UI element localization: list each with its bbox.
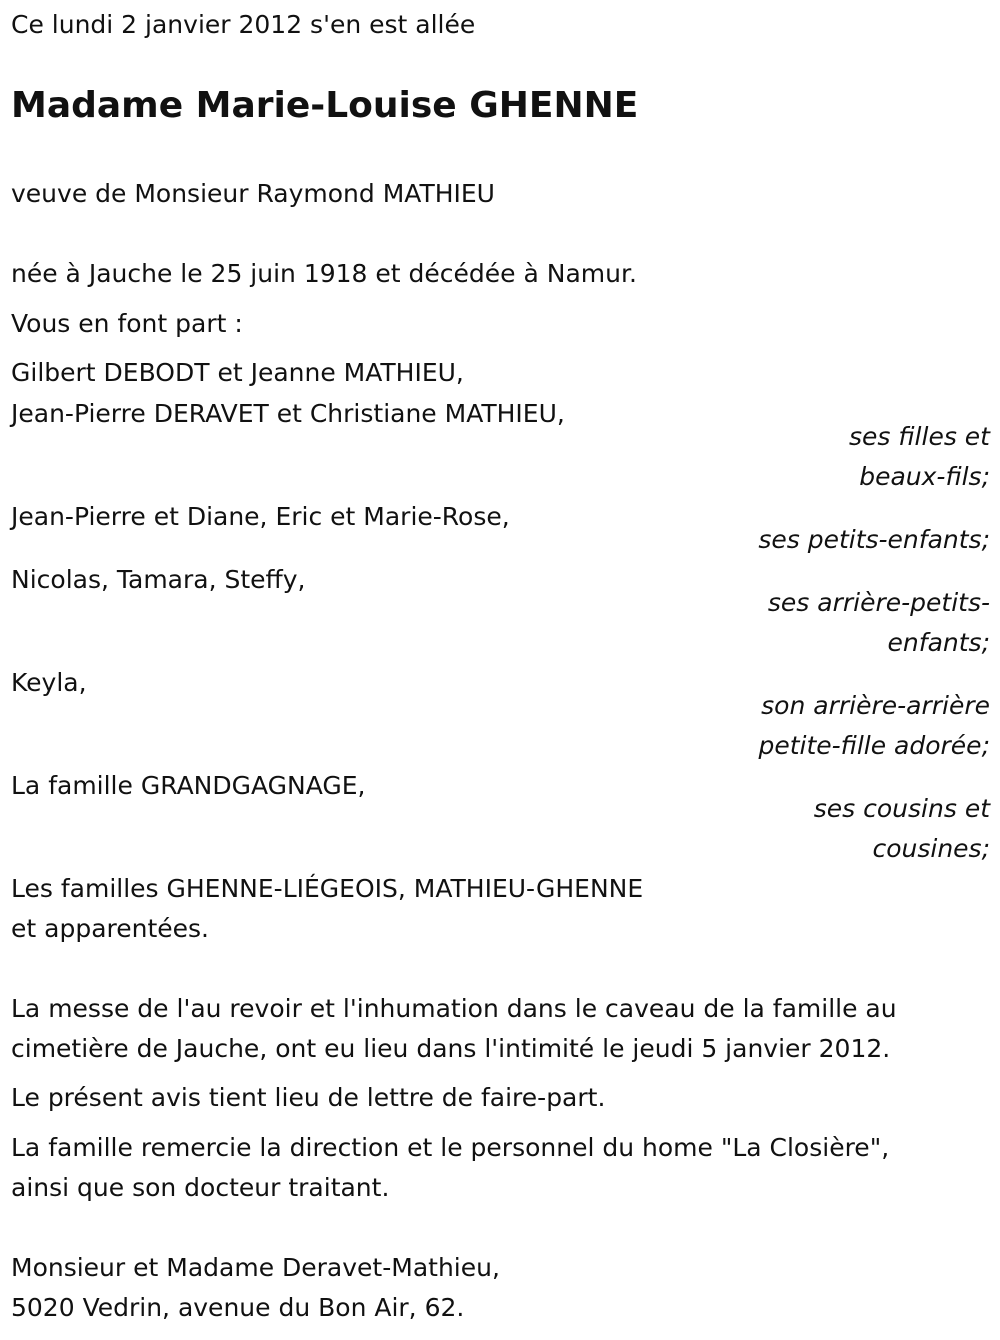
daughters-line-1: Gilbert DEBODT et Jeanne MATHIEU,	[11, 358, 464, 387]
intro-line: Ce lundi 2 janvier 2012 s'en est allée	[11, 10, 476, 39]
widow-of-line: veuve de Monsieur Raymond MATHIEU	[11, 179, 495, 208]
great-great-granddaughter-relation-1: son arrière-arrière	[761, 691, 990, 720]
families-line-2: et apparentées.	[11, 914, 209, 943]
contact-line-2: 5020 Vedrin, avenue du Bon Air, 62.	[11, 1293, 465, 1322]
grandchildren-line: Jean-Pierre et Diane, Eric et Marie-Rose,	[11, 502, 510, 531]
great-grandchildren-relation-1: ses arrière-petits-	[767, 588, 990, 617]
great-great-granddaughter-relation-2: petite-fille adorée;	[758, 731, 990, 760]
thanks-line-1: La famille remercie la direction et le personnel du home "La Closière",	[11, 1133, 890, 1162]
families-line-1: Les familles GHENNE-LIÉGEOIS, MATHIEU-GHENNE	[11, 874, 644, 903]
deceased-name: Madame Marie-Louise GHENNE	[11, 85, 639, 126]
thanks-line-2: ainsi que son docteur traitant.	[11, 1173, 390, 1202]
announce-line: Vous en font part :	[11, 309, 243, 338]
daughters-relation-1: ses filles et	[849, 422, 990, 451]
great-grandchildren-line: Nicolas, Tamara, Steffy,	[11, 565, 306, 594]
cousins-line: La famille GRANDGAGNAGE,	[11, 771, 366, 800]
grandchildren-relation: ses petits-enfants;	[758, 525, 990, 554]
great-great-granddaughter-line: Keyla,	[11, 668, 87, 697]
cousins-relation-1: ses cousins et	[813, 794, 990, 823]
mass-line-1: La messe de l'au revoir et l'inhumation dans le caveau de la famille au	[11, 994, 897, 1023]
daughters-relation-2: beaux-fils;	[859, 462, 990, 491]
birth-death-line: née à Jauche le 25 juin 1918 et décédée à Namur.	[11, 259, 637, 288]
cousins-relation-2: cousines;	[872, 834, 990, 863]
daughters-line-2: Jean-Pierre DERAVET et Christiane MATHIEU,	[11, 399, 565, 428]
contact-line-1: Monsieur et Madame Deravet-Mathieu,	[11, 1253, 500, 1282]
mass-line-2: cimetière de Jauche, ont eu lieu dans l'intimité le jeudi 5 janvier 2012.	[11, 1034, 891, 1063]
notice-line: Le présent avis tient lieu de lettre de faire-part.	[11, 1083, 606, 1112]
great-grandchildren-relation-2: enfants;	[887, 628, 990, 657]
